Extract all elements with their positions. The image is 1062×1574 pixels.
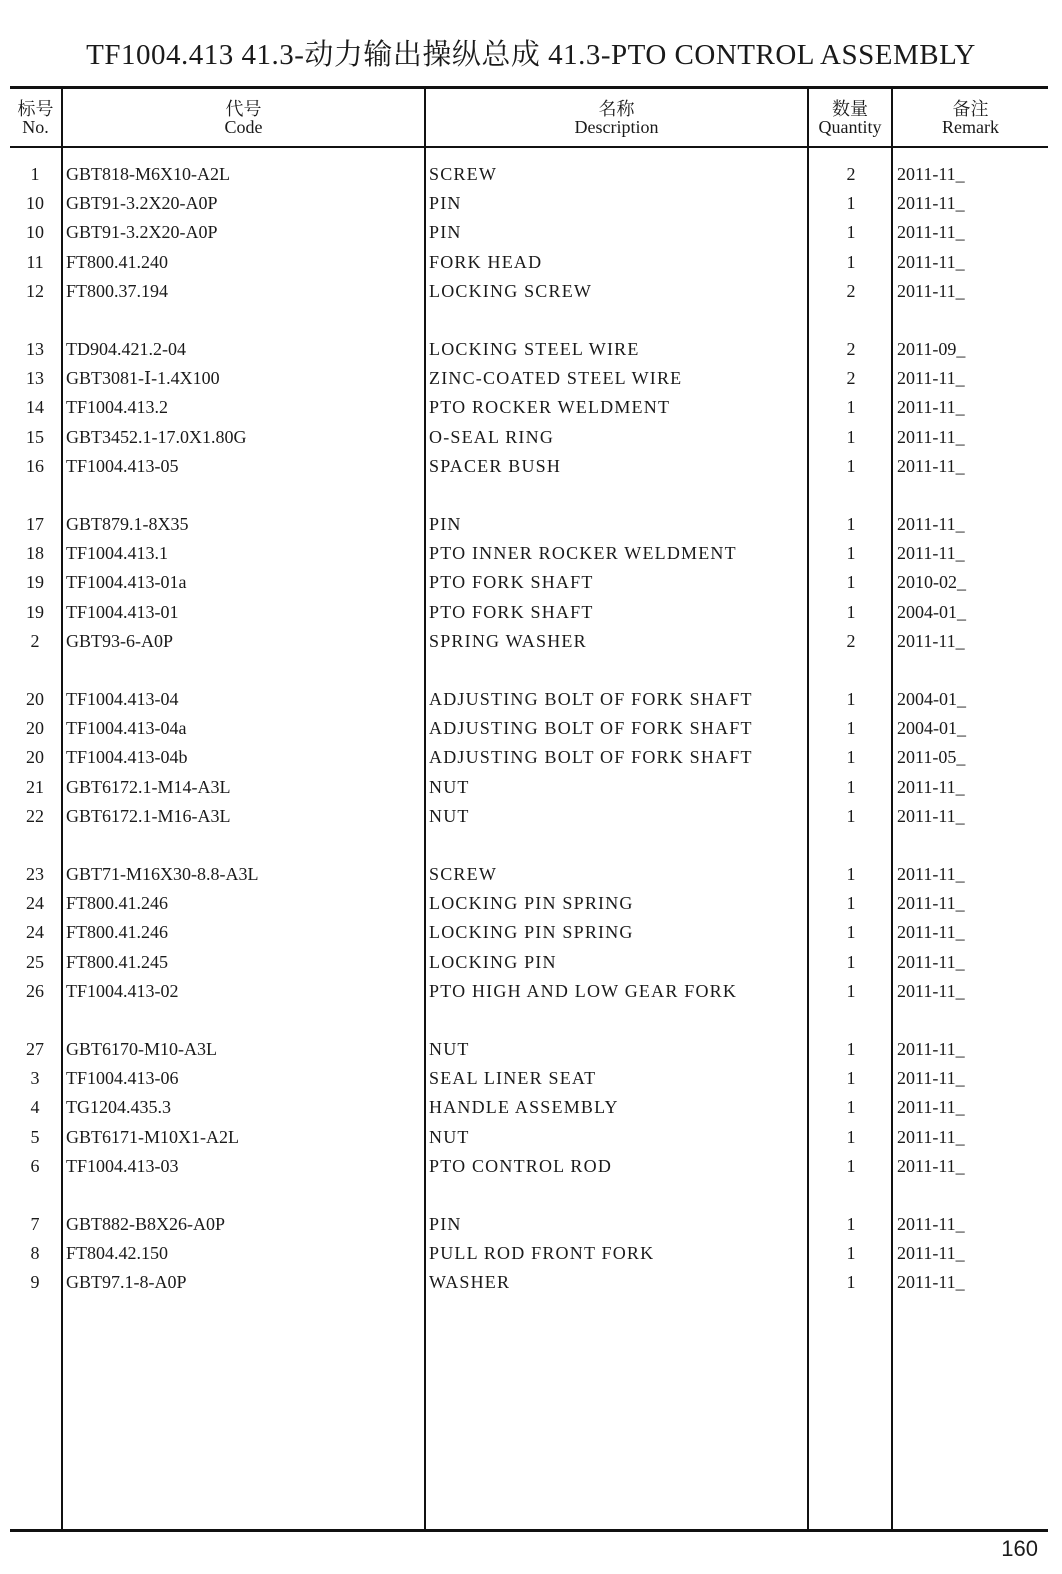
row-no: 2 — [30, 630, 40, 651]
row-code: TF1004.413.1 — [66, 543, 169, 564]
bottom-rule — [10, 1529, 1048, 1532]
row-no: 16 — [26, 455, 44, 476]
row-description: PTO CONTROL ROD — [429, 1155, 613, 1176]
row-description: PTO INNER ROCKER WELDMENT — [429, 543, 737, 564]
table-row — [0, 978, 1062, 1004]
table-row — [0, 511, 1062, 537]
row-quantity: 1 — [846, 864, 856, 884]
row-no: 24 — [26, 893, 44, 914]
row-quantity: 1 — [846, 222, 856, 243]
row-quantity: 1 — [846, 805, 856, 826]
row-code: GBT6172.1-M14-A3L — [66, 776, 231, 797]
row-description: ADJUSTING BOLT OF FORK SHAFT — [429, 718, 753, 739]
header-remark-en: Remark — [942, 117, 999, 137]
row-no: 21 — [26, 776, 44, 797]
row-no: 13 — [26, 368, 44, 389]
row-code: TF1004.413-02 — [66, 980, 179, 1001]
row-description: PTO FORK SHAFT — [429, 572, 594, 593]
page-number: 160 — [1001, 1536, 1038, 1561]
row-description: ADJUSTING BOLT OF FORK SHAFT — [429, 747, 753, 768]
row-description: SCREW — [429, 164, 498, 184]
row-remark: 2011-11_ — [897, 193, 965, 214]
row-quantity: 1 — [846, 572, 856, 593]
table-row — [0, 1094, 1062, 1120]
table-row — [0, 1153, 1062, 1179]
table-row — [0, 365, 1062, 391]
row-remark: 2004-01_ — [897, 689, 966, 709]
row-quantity: 1 — [846, 893, 856, 914]
row-remark: 2011-11_ — [897, 368, 965, 389]
row-no: 22 — [26, 805, 44, 826]
table-row — [0, 569, 1062, 595]
header-no-en: No. — [22, 117, 49, 137]
row-quantity: 1 — [846, 193, 856, 214]
row-code: TF1004.413.2 — [66, 397, 169, 418]
header-desc-cn: 名称 — [598, 99, 635, 119]
row-remark: 2004-01_ — [897, 718, 966, 739]
row-code: TF1004.413-01 — [66, 601, 179, 622]
header-code-cn: 代号 — [225, 99, 262, 119]
row-remark: 2011-11_ — [897, 514, 965, 534]
row-no: 20 — [26, 718, 44, 739]
table-row — [0, 599, 1062, 625]
row-description: LOCKING STEEL WIRE — [429, 339, 640, 359]
row-code: GBT818-M6X10-A2L — [66, 164, 230, 184]
row-quantity: 1 — [846, 776, 856, 797]
row-remark: 2011-11_ — [897, 776, 965, 797]
row-description: ZINC-COATED STEEL WIRE — [429, 368, 683, 389]
row-code: GBT97.1-8-A0P — [66, 1272, 187, 1293]
row-code: FT800.41.245 — [66, 951, 169, 972]
row-quantity: 1 — [846, 1214, 856, 1234]
header-remark — [893, 100, 1048, 136]
row-remark: 2011-11_ — [897, 251, 965, 272]
row-code: GBT93-6-A0P — [66, 630, 173, 651]
row-no: 19 — [26, 601, 44, 622]
row-remark: 2011-05_ — [897, 747, 966, 768]
row-remark: 2010-02_ — [897, 572, 966, 593]
table-row — [0, 453, 1062, 479]
row-quantity: 1 — [846, 1155, 856, 1176]
table-row — [0, 774, 1062, 800]
row-no: 7 — [30, 1214, 40, 1234]
row-quantity: 1 — [846, 1126, 856, 1147]
row-description: SCREW — [429, 864, 498, 884]
row-remark: 2011-11_ — [897, 1039, 965, 1059]
header-quantity — [809, 100, 891, 136]
table-row — [0, 949, 1062, 975]
row-code: FT800.41.246 — [66, 922, 169, 943]
row-code: GBT6170-M10-A3L — [66, 1039, 217, 1059]
table-row — [0, 803, 1062, 829]
row-remark: 2011-11_ — [897, 1097, 965, 1118]
row-no: 3 — [30, 1068, 40, 1089]
row-description: LOCKING PIN — [429, 951, 557, 972]
row-code: TF1004.413-04a — [66, 718, 187, 739]
row-description: PTO ROCKER WELDMENT — [429, 397, 671, 418]
row-code: TF1004.413-04b — [66, 747, 188, 768]
row-remark: 2011-11_ — [897, 630, 965, 651]
row-description: O-SEAL RING — [429, 426, 555, 447]
table-row — [0, 540, 1062, 566]
row-remark: 2011-09_ — [897, 339, 966, 359]
row-description: WASHER — [429, 1272, 511, 1293]
row-remark: 2011-11_ — [897, 980, 965, 1001]
row-code: GBT91-3.2X20-A0P — [66, 193, 218, 214]
row-description: LOCKING SCREW — [429, 280, 593, 301]
row-quantity: 1 — [846, 980, 856, 1001]
row-code: TG1204.435.3 — [66, 1097, 171, 1118]
table-row — [0, 744, 1062, 770]
row-no: 10 — [26, 193, 44, 214]
table-row — [0, 161, 1062, 187]
row-description: NUT — [429, 776, 470, 797]
row-no: 5 — [30, 1126, 40, 1147]
row-code: TF1004.413-05 — [66, 455, 179, 476]
row-code: GBT879.1-8X35 — [66, 514, 189, 534]
row-description: FORK HEAD — [429, 251, 543, 272]
table-row — [0, 919, 1062, 945]
row-remark: 2011-11_ — [897, 864, 965, 884]
row-no: 20 — [26, 747, 44, 768]
row-remark: 2011-11_ — [897, 222, 965, 243]
row-no: 12 — [26, 280, 44, 301]
row-quantity: 1 — [846, 1097, 856, 1118]
header-desc-en: Description — [574, 117, 659, 137]
row-description: PIN — [429, 514, 462, 534]
row-no: 13 — [26, 339, 44, 359]
row-quantity: 2 — [846, 164, 856, 184]
row-code: FT804.42.150 — [66, 1243, 169, 1264]
row-description: LOCKING PIN SPRING — [429, 893, 634, 914]
row-quantity: 2 — [846, 630, 856, 651]
table-row — [0, 219, 1062, 245]
row-no: 4 — [30, 1097, 40, 1118]
row-code: FT800.37.194 — [66, 280, 169, 301]
row-quantity: 1 — [846, 1272, 856, 1293]
row-no: 9 — [30, 1272, 40, 1293]
row-description: SEAL LINER SEAT — [429, 1068, 597, 1089]
table-row — [0, 1269, 1062, 1295]
row-no: 23 — [26, 864, 44, 884]
row-code: GBT6171-M10X1-A2L — [66, 1126, 239, 1147]
table-row — [0, 715, 1062, 741]
row-quantity: 1 — [846, 251, 856, 272]
row-quantity: 1 — [846, 455, 856, 476]
row-description: PIN — [429, 193, 462, 214]
row-quantity: 1 — [846, 397, 856, 418]
row-remark: 2011-11_ — [897, 1272, 965, 1293]
row-quantity: 1 — [846, 543, 856, 564]
row-quantity: 1 — [846, 951, 856, 972]
table-row — [0, 628, 1062, 654]
row-code: FT800.41.240 — [66, 251, 169, 272]
table-row — [0, 249, 1062, 275]
row-quantity: 1 — [846, 601, 856, 622]
row-no: 19 — [26, 572, 44, 593]
row-quantity: 2 — [846, 339, 856, 359]
row-remark: 2011-11_ — [897, 426, 965, 447]
row-remark: 2011-11_ — [897, 280, 965, 301]
header-no — [10, 100, 61, 136]
row-remark: 2011-11_ — [897, 805, 965, 826]
row-remark: 2011-11_ — [897, 455, 965, 476]
row-remark: 2011-11_ — [897, 543, 965, 564]
header-remark-cn: 备注 — [952, 99, 989, 119]
row-code: GBT6172.1-M16-A3L — [66, 805, 231, 826]
row-no: 11 — [26, 251, 44, 272]
header-code — [63, 100, 424, 136]
row-description: NUT — [429, 1126, 470, 1147]
row-code: TF1004.413-03 — [66, 1155, 179, 1176]
row-remark: 2011-11_ — [897, 1126, 965, 1147]
table-row — [0, 1240, 1062, 1266]
row-remark: 2011-11_ — [897, 951, 965, 972]
row-description: SPACER BUSH — [429, 455, 562, 476]
row-no: 26 — [26, 980, 44, 1001]
row-description: PTO FORK SHAFT — [429, 601, 594, 622]
row-code: GBT3081-Ⅰ-1.4X100 — [66, 368, 220, 389]
row-quantity: 1 — [846, 718, 856, 739]
row-description: PULL ROD FRONT FORK — [429, 1243, 655, 1264]
table-row — [0, 394, 1062, 420]
header-description — [426, 100, 807, 136]
row-code: TD904.421.2-04 — [66, 339, 186, 359]
row-code: TF1004.413-04 — [66, 689, 179, 709]
table-row — [0, 861, 1062, 887]
table-row — [0, 1065, 1062, 1091]
row-no: 24 — [26, 922, 44, 943]
row-code: GBT71-M16X30-8.8-A3L — [66, 864, 259, 884]
row-no: 8 — [30, 1243, 40, 1264]
row-code: GBT3452.1-17.0X1.80G — [66, 426, 247, 447]
table-row — [0, 424, 1062, 450]
row-description: ADJUSTING BOLT OF FORK SHAFT — [429, 689, 753, 709]
row-quantity: 1 — [846, 1243, 856, 1264]
row-quantity: 1 — [846, 747, 856, 768]
table-row — [0, 278, 1062, 304]
header-qty-cn: 数量 — [832, 99, 868, 119]
row-quantity: 1 — [846, 689, 856, 709]
row-no: 25 — [26, 951, 44, 972]
row-description: PIN — [429, 222, 462, 243]
row-quantity: 2 — [846, 368, 856, 389]
row-remark: 2011-11_ — [897, 1243, 965, 1264]
table-row — [0, 686, 1062, 712]
row-remark: 2011-11_ — [897, 1214, 965, 1234]
row-no: 6 — [30, 1155, 40, 1176]
row-quantity: 1 — [846, 1039, 856, 1059]
row-remark: 2011-11_ — [897, 397, 965, 418]
table-row — [0, 190, 1062, 216]
row-no: 18 — [26, 543, 44, 564]
row-remark: 2011-11_ — [897, 1155, 965, 1176]
row-code: TF1004.413-06 — [66, 1068, 179, 1089]
row-code: GBT882-B8X26-A0P — [66, 1214, 226, 1234]
row-no: 20 — [26, 689, 44, 709]
table-row — [0, 1124, 1062, 1150]
row-description: NUT — [429, 1039, 470, 1059]
row-quantity: 2 — [846, 280, 856, 301]
row-quantity: 1 — [846, 922, 856, 943]
page-title: TF1004.413 41.3-动力输出操纵总成 41.3-PTO CONTROL ASSEMBLY — [86, 39, 976, 71]
row-quantity: 1 — [846, 514, 856, 534]
row-description: NUT — [429, 805, 470, 826]
row-description: LOCKING PIN SPRING — [429, 922, 634, 943]
row-remark: 2011-11_ — [897, 893, 965, 914]
row-no: 10 — [26, 222, 44, 243]
row-remark: 2004-01_ — [897, 601, 966, 622]
table-row — [0, 1211, 1062, 1237]
row-code: GBT91-3.2X20-A0P — [66, 222, 218, 243]
row-no: 1 — [30, 164, 40, 184]
row-no: 14 — [26, 397, 44, 418]
table-row — [0, 1036, 1062, 1062]
row-description: SPRING WASHER — [429, 630, 587, 651]
row-no: 15 — [26, 426, 44, 447]
row-no: 17 — [26, 514, 44, 534]
row-remark: 2011-11_ — [897, 164, 965, 184]
row-code: FT800.41.246 — [66, 893, 169, 914]
row-remark: 2011-11_ — [897, 1068, 965, 1089]
row-description: PTO HIGH AND LOW GEAR FORK — [429, 980, 738, 1001]
row-remark: 2011-11_ — [897, 922, 965, 943]
row-quantity: 1 — [846, 1068, 856, 1089]
table-row — [0, 890, 1062, 916]
header-code-en: Code — [224, 117, 263, 137]
row-code: TF1004.413-01a — [66, 572, 187, 593]
row-quantity: 1 — [846, 426, 856, 447]
row-description: PIN — [429, 1214, 462, 1234]
header-no-cn: 标号 — [17, 99, 54, 119]
table-row — [0, 336, 1062, 362]
row-description: HANDLE ASSEMBLY — [429, 1097, 619, 1118]
row-no: 27 — [26, 1039, 44, 1059]
header-qty-en: Quantity — [818, 117, 882, 137]
